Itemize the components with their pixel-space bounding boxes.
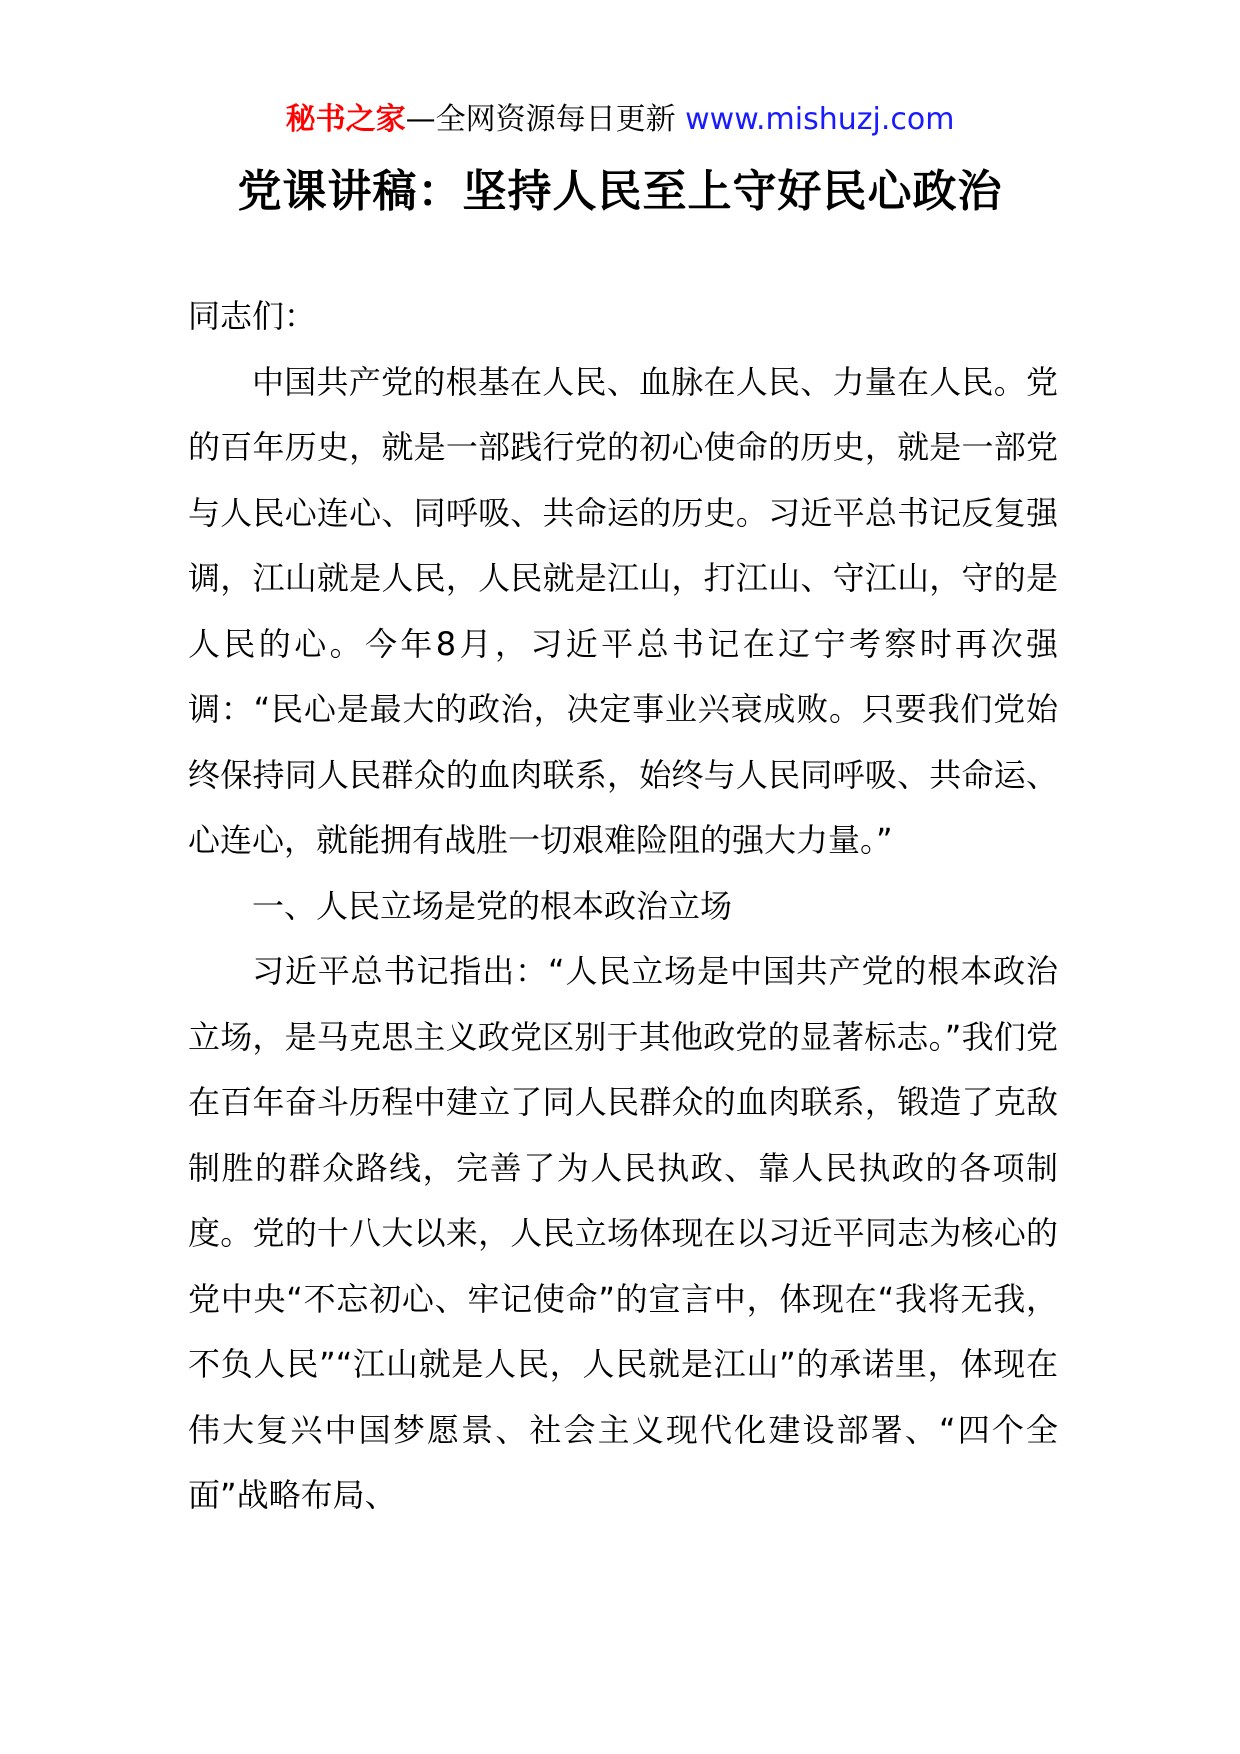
brand-name: 秘书之家	[285, 102, 406, 137]
salutation: 同志们：	[188, 297, 317, 335]
document-title: 党课讲稿：坚持人民至上守好民心政治	[237, 166, 1003, 217]
site-header	[0, 100, 1240, 140]
paragraph-intro: 中国共产党的根基在人民、血脉在人民、力量在人民。党的百年历史，就是一部践行党的初心使命的历史，就是一部党与人民心连心、同呼吸、共命运的历史。习近平总书记反复强调，江山就是人民，人民就是江山，打江山、守江山，守的是人民的心。今年8月，习近平总书记在辽宁考察时再次强调：“民心是最大的政治，决定事业兴衰成败。只要我们党始终保持同人民群众的血肉联系，始终与人民同呼吸、共命运、心连心，就能拥有战胜一切艰难险阻的强大力量。”	[188, 362, 1058, 859]
document-body	[188, 284, 1058, 1529]
section-heading-1: 一、人民立场是党的根本政治立场	[252, 886, 733, 925]
header-tagline: —全网资源每日更新	[405, 102, 686, 137]
paragraph-section-1: 习近平总书记指出：“人民立场是中国共产党的根本政治立场，是马克思主义政党区别于其他政党的显著标志。”我们党在百年奋斗历程中建立了同人民群众的血肉联系，锻造了克敌制胜的群众路线，完善了为人民执政、靠人民执政的各项制度。党的十八大以来，人民立场体现在以习近平同志为核心的党中央“不忘初心、牢记使命”的宣言中，体现在“我将无我，不负人民”“江山就是人民，人民就是江山”的承诺里，体现在伟大复兴中国梦愿景、社会主义现代化建设部署、“四个全面”战略布局、	[188, 952, 1058, 1514]
site-url-link[interactable]: www.mishuzj.com	[685, 102, 955, 137]
